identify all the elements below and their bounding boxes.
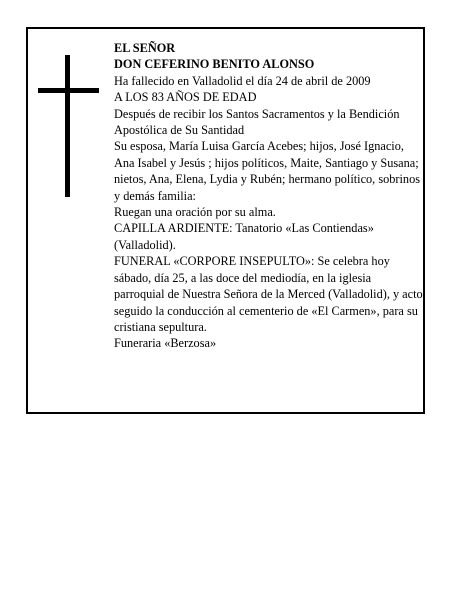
family-list: Su esposa, María Luisa García Acebes; hijos, José Ignacio, Ana Isabel y Jesús ; hijos políticos, Maite, Santiago y Susana; nietos, Ana, Elena, Lydia y Rubén; hermano político, sobrinos y demás familia:	[114, 139, 421, 203]
funeral-info: FUNERAL «CORPORE INSEPULTO»: Se celebra hoy sábado, día 25, a las doce del mediodía, en la iglesia parroquial de Nuestra Señora de la Merced (Valladolid), y acto seguido la conducción al cementerio de «El Carmen», para su cristiana sepultura.	[114, 254, 423, 334]
deceased-name: DON CEFERINO BENITO ALONSO	[114, 57, 315, 72]
funeral-home: Funeraria «Berzosa»	[114, 336, 217, 351]
cross-icon	[38, 55, 99, 197]
prayer-request: Ruegan una oración por su alma.	[114, 205, 276, 220]
sacraments-line: Después de recibir los Santos Sacramentos y la Bendición Apostólica de Su Santidad	[114, 106, 400, 138]
obituary-text	[114, 40, 424, 352]
cross-horizontal-bar	[38, 88, 99, 93]
chapel-info: CAPILLA ARDIENTE: Tanatorio «Las Contiendas» (Valladolid).	[114, 221, 374, 252]
death-announcement: Ha fallecido en Valladolid el día 24 de abril de 2009	[114, 73, 371, 88]
age-line: A LOS 83 AÑOS DE EDAD	[114, 90, 257, 105]
cross-vertical-bar	[65, 55, 70, 197]
notice-title: EL SEÑOR	[114, 41, 176, 55]
